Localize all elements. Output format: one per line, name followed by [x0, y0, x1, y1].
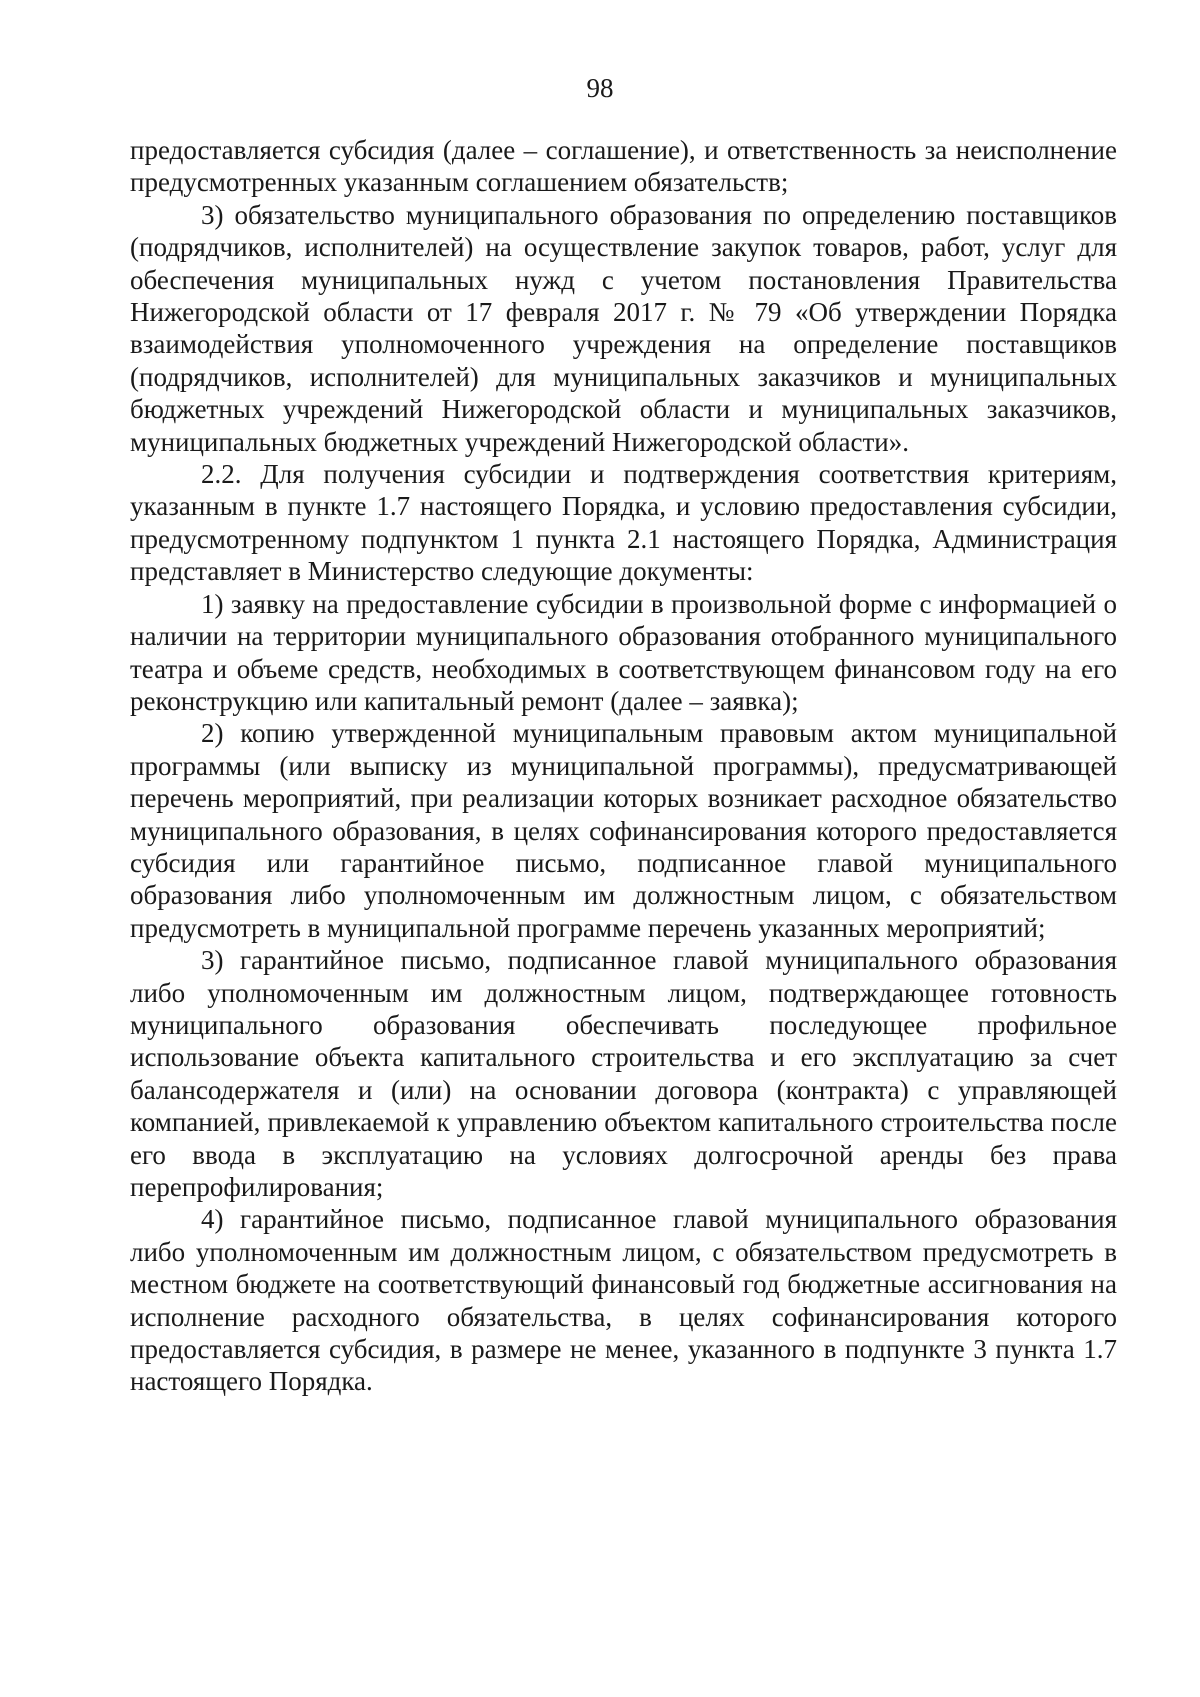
- paragraph-item-4-guarantee-letter: 4) гарантийное письмо, подписанное главой муниципального образования либо уполномоченным им должностным лицом, с обязательством предусмотреть в местном бюджете на соответствующий финансовый год бюджетные ассигнования на исполнение расходного обязательства, в целях софинансирования которого предоставляется субсидия, в размере не менее, указанного в подпункте 3 пункта 1.7 настоящего Порядка.: [130, 1204, 1117, 1397]
- paragraph-item-3-obligation: 3) обязательство муниципального образования по определению поставщиков (подрядчиков, исполнителей) на осуществление закупок товаров, работ, услуг для обеспечения муниципальных нужд с учетом постановления Правительства Нижегородской области от 17 февраля 2017 г. № 79 «Об утверждении Порядка взаимодействия уполномоченного учреждения на определение поставщиков (подрядчиков, исполнителей) для муниципальных заказчиков и муниципальных бюджетных учреждений Нижегородской области и муниципальных заказчиков, муниципальных бюджетных учреждений Нижегородской области».: [130, 199, 1117, 457]
- page-number: 98: [586, 73, 614, 103]
- paragraph-item-1-application: 1) заявку на предоставление субсидии в произвольной форме с информацией о наличии на территории муниципального образования отобранного муниципального театра и объеме средств, необходимых в соответствующем финансовом году на его реконструкцию или капитальный ремонт (далее – заявка);: [130, 588, 1117, 716]
- document-body: [130, 134, 1117, 1398]
- paragraph-item-2-program-copy: 2) копию утвержденной муниципальным правовым актом муниципальной программы (или выписку из муниципальной программы), предусматривающей перечень мероприятий, при реализации которых возникает расходное обязательство муниципального образования, в целях софинансирования которого предоставляется субсидия или гарантийное письмо, подписанное главой муниципального образования либо уполномоченным им должностным лицом, с обязательством предусмотреть в муниципальной программе перечень указанных мероприятий;: [130, 718, 1117, 943]
- paragraph-section-2-2: 2.2. Для получения субсидии и подтверждения соответствия критериям, указанным в пункте 1.7 настоящего Порядка, и условию предоставления субсидии, предусмотренному подпунктом 1 пункта 2.1 настоящего Порядка, Администрация представляет в Министерство следующие документы:: [130, 459, 1117, 587]
- paragraph-item-3-guarantee-letter: 3) гарантийное письмо, подписанное главой муниципального образования либо уполномоченным им должностным лицом, подтверждающее готовность муниципального образования обеспечивать последующее профильное использование объекта капитального строительства и его эксплуатацию за счет балансодержателя и (или) на основании договора (контракта) с управляющей компанией, привлекаемой к управлению объектом капитального строительства после его ввода в эксплуатацию на условиях долгосрочной аренды без права перепрофилирования;: [130, 945, 1117, 1202]
- paragraph-continuation: предоставляется субсидия (далее – соглашение), и ответственность за неисполнение предусмотренных указанным соглашением обязательств;: [130, 135, 1117, 198]
